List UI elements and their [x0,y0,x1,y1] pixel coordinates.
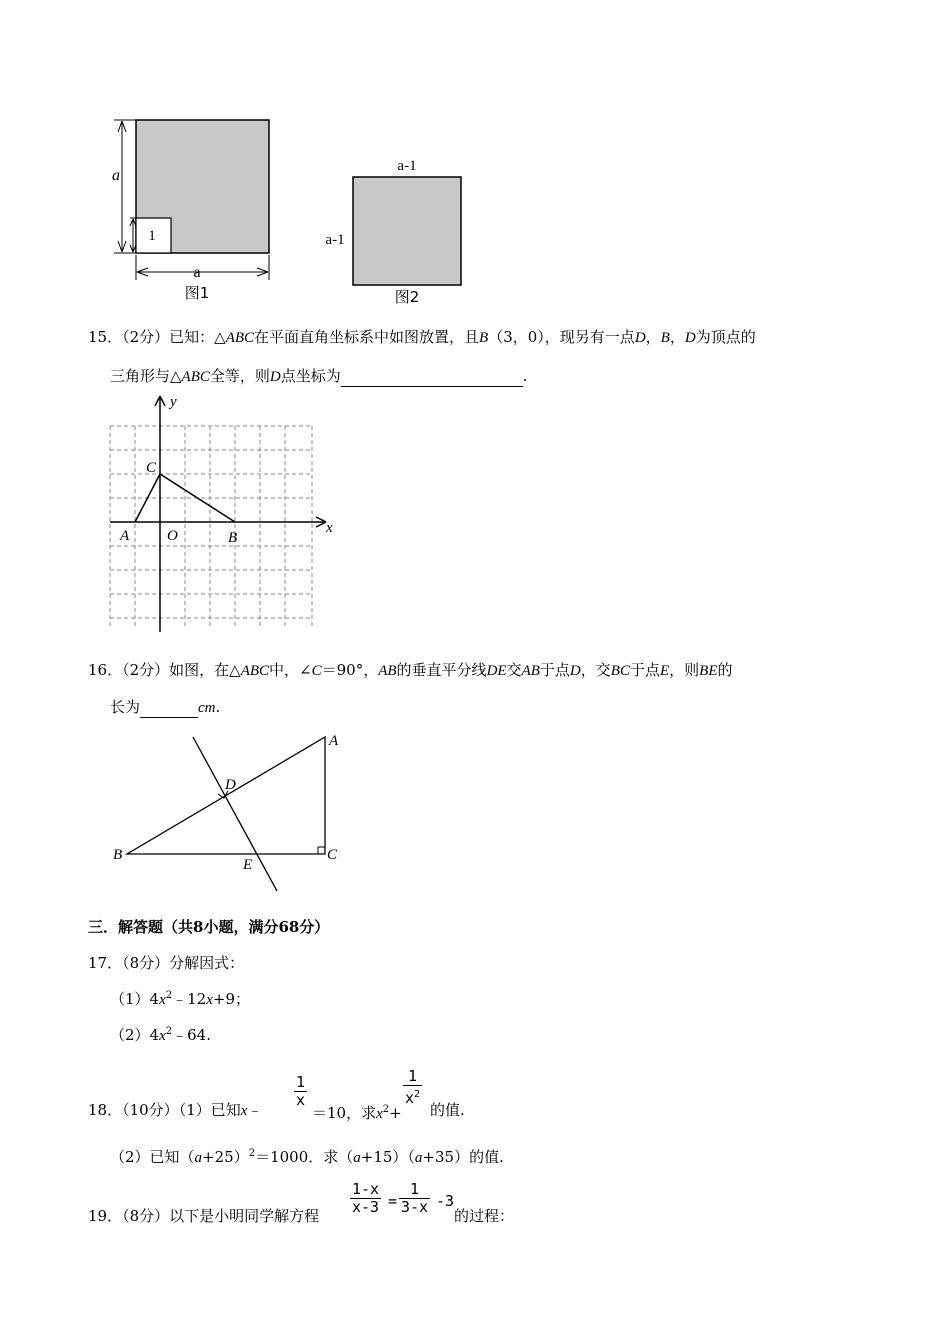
q16-text: 于点 [539,661,570,679]
label-B: B [113,847,123,863]
q16-line2 [110,697,220,718]
q18-frac1-den: x [296,1091,306,1109]
label-B: B [228,530,238,546]
q19-frac1-den: x-3 [352,1198,380,1216]
q15-var: D [269,369,281,385]
perpendicular-bisector [193,737,277,891]
bottom-label-a: a [193,264,201,281]
q18-var: x [376,1106,383,1122]
q19-fraction-2 [399,1181,430,1216]
q16-var: ABC [240,663,270,679]
coordinate-grid [100,390,350,635]
figure-2 [315,150,475,310]
q19-frac1-num: 1-x [352,1180,380,1198]
q17-var: x [159,992,166,1008]
caption-fig1: 图1 [184,284,210,302]
q17-line [88,953,244,973]
q17-number: 17． [88,954,123,972]
q18-var: a [353,1150,361,1166]
q17-text: （8分）分解因式： [122,954,245,972]
q18-text: 的值. [430,1101,465,1119]
q19-number: 19． [88,1207,123,1225]
q16-answer-blank[interactable] [140,699,198,718]
q15-text: 已知：△ [169,328,226,346]
q18-exp: 2 [248,1148,256,1159]
q16-text: 的 [717,661,733,679]
q18-score: （10分） [122,1101,179,1119]
q15-text: 点坐标为 [280,367,341,385]
label-x: x [326,520,333,536]
q18-text: ＝1000．求（ [255,1148,354,1166]
figure-1 [100,110,290,310]
q18-part2 [110,1144,504,1168]
section-3-title: 三．解答题（共8小题，满分68分） [88,918,330,936]
q17-var: x [206,992,213,1008]
q18-fraction-2 [403,1068,422,1107]
q18-frac1-num: 1 [296,1073,306,1091]
label-C: C [146,460,157,476]
q15-score: （2分） [122,328,170,346]
q16-text: 长为 [110,698,141,716]
q16-var: E [659,663,670,679]
q18-text: （2）已知（ [110,1148,195,1166]
q16-text: ，则 [669,661,700,679]
q15-text: 为顶点的 [695,328,756,346]
q18-tail [430,1100,465,1120]
label-A: A [329,733,339,749]
q16-score: （2分） [122,661,170,679]
q17-part2-label: （2）4 [110,1026,160,1044]
q18-var: a [194,1150,203,1166]
q19-frac2-num: 1 [399,1181,430,1199]
q18-number: 18． [88,1101,123,1119]
q16-end: . [215,698,221,716]
q15-answer-blank[interactable] [341,368,523,387]
square-a-minus-1 [353,177,461,285]
q15-text: ， [645,328,661,346]
q15-var: B [479,330,489,346]
q16-var: DE [486,663,507,679]
q16-text: 中，∠ [269,661,312,679]
q18-text: + [389,1104,402,1122]
q18-text: ＝10，求 [312,1104,377,1122]
q18-frac2-num: 1 [403,1068,422,1086]
label-E: E [243,857,253,873]
q16-text: 如图，在△ [169,661,241,679]
q15-text: ， [669,328,685,346]
q17-part1-label: （1）4 [110,990,160,1008]
q16-var: BC [610,663,630,679]
q19-tail: -3 [436,1192,455,1210]
q19-end: 的过程： [454,1207,515,1225]
q18-frac2-den-x: x [405,1089,415,1107]
q18-fraction-1 [294,1074,307,1109]
q16-var: C [311,663,322,679]
q16-text: 的垂直平分线 [396,661,487,679]
q15-end: . [522,367,528,385]
q16-var: AB [378,663,397,679]
q19-frac2-den: 3-x [401,1198,429,1216]
q17-text: ﹣12 [172,990,207,1008]
label-C: C [327,847,338,863]
q16-text: ，交 [580,661,611,679]
q18-text: +25） [202,1148,249,1166]
q15-var: B [660,330,670,346]
inner-label-1: 1 [148,228,156,244]
q17-part1 [110,986,250,1010]
q17-exp: 2 [165,990,173,1001]
q16-var: AB [521,663,540,679]
q18-frac2-den [403,1086,422,1107]
q17-var: x [159,1028,166,1044]
label-A: A [120,528,130,544]
q17-text: +9； [212,990,251,1008]
q19-fraction-1 [350,1181,381,1216]
q15-text: 全等，则 [209,367,270,385]
q16-var: BE [699,663,718,679]
q15-number: 15． [88,328,123,346]
q19-line [88,1206,319,1226]
q16-var: D [569,663,581,679]
q18-text: +35）的值. [422,1148,504,1166]
q18-number-line [88,1100,262,1121]
q17-part2 [110,1022,211,1046]
q16-text: ＝90°， [321,661,379,679]
q15-text: 三角形与△ [110,367,182,385]
q18-frac2-exp: 2 [414,1089,421,1100]
q18-var: a [414,1150,423,1166]
right-triangle-figure [105,725,355,895]
q16-text: 于点 [629,661,660,679]
q16-text: 交 [506,661,522,679]
q18-exp: 2 [382,1104,390,1115]
q19-text: （8分）以下是小明同学解方程 [122,1207,320,1225]
q15-text: （3，0），现另有一点 [488,328,635,346]
q17-text: ﹣64. [172,1026,211,1044]
q18-text: +15）（ [360,1148,415,1166]
q15-var: D [634,330,646,346]
q15-var: ABC [225,330,255,346]
q16-line1 [88,660,733,681]
caption-fig2: 图2 [394,288,420,306]
q18-text: （1）已知 [178,1101,241,1119]
q18-mid [312,1100,402,1124]
q18-var: x [240,1103,248,1119]
q15-text: 在平面直角坐标系中如图放置，且 [254,328,480,346]
left-label: a-1 [325,232,345,248]
side-label-a: a [112,167,120,184]
q16-number: 16． [88,661,123,679]
label-O: O [167,528,178,544]
q18-text: ﹣ [247,1101,263,1119]
q15-var: D [684,330,696,346]
q19-equals: = [388,1192,398,1210]
label-y: y [170,394,177,410]
top-label: a-1 [397,158,417,174]
q16-unit: cm [198,700,216,716]
label-D: D [225,777,236,793]
q15-line2 [110,366,528,387]
q15-line1 [88,327,756,348]
q15-var: ABC [181,369,210,385]
q17-exp: 2 [165,1026,173,1037]
